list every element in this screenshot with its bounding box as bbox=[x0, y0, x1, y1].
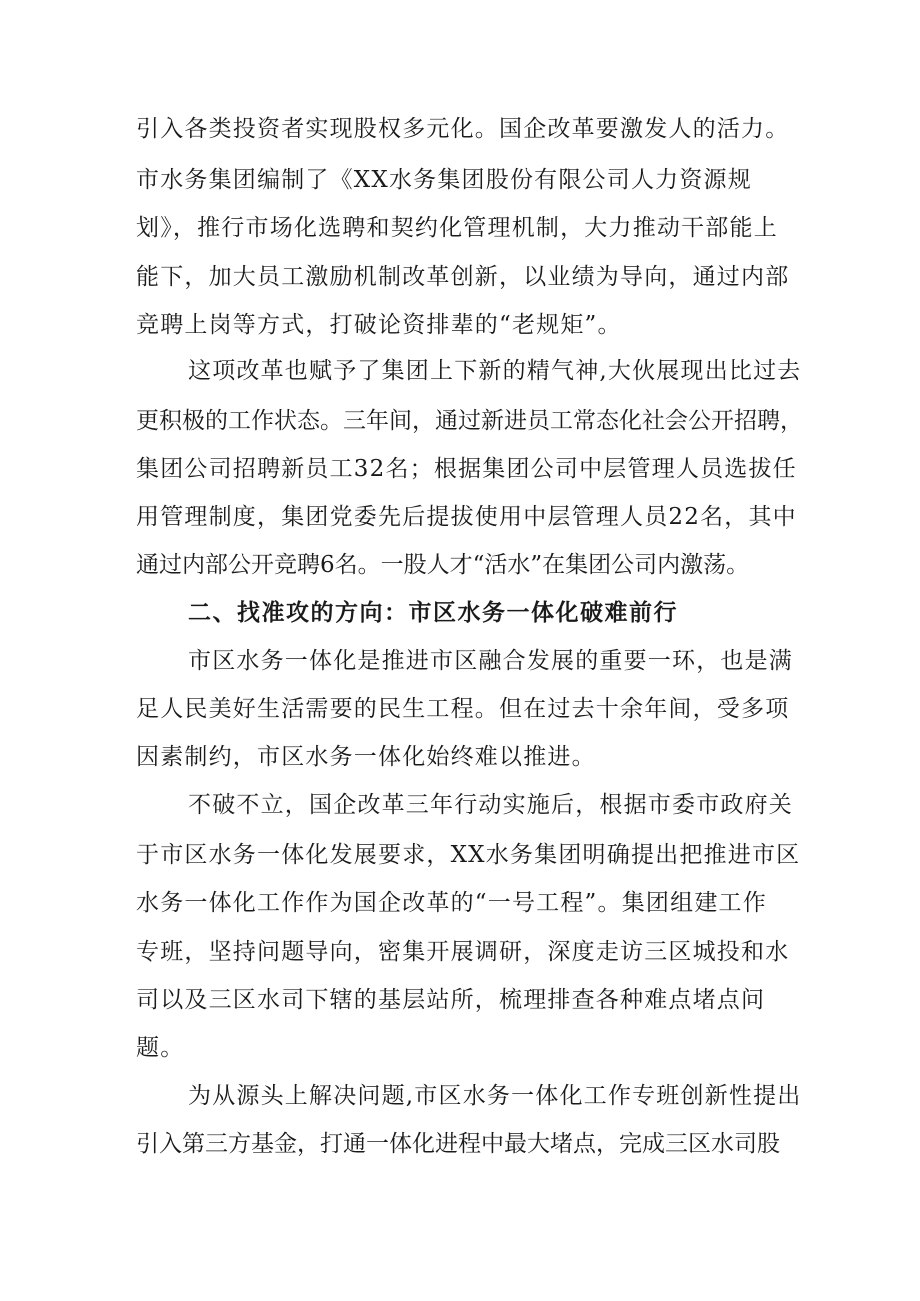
text-line: 能下，加大员工激励机制改革创新，以业绩为导向，通过内部 bbox=[136, 264, 790, 290]
text-line: 于市区水务一体化发展要求，XX水务集团明确提出把推进市区 bbox=[136, 842, 801, 868]
text-line: 更积极的工作状态。三年间，通过新进员工常态化社会公开招聘， bbox=[136, 408, 803, 434]
text-line: 竞聘上岗等方式，打破论资排辈的“老规矩”。 bbox=[136, 312, 622, 338]
paragraph-first-line: 为从源头上解决问题,市区水务一体化工作专班创新性提出 bbox=[188, 1083, 802, 1109]
paragraph-first-line: 不破不立，国企改革三年行动实施后，根据市委市政府关 bbox=[188, 792, 793, 818]
paragraph-first-line: 这项改革也赋予了集团上下新的精气神,大伙展现出比过去 bbox=[188, 358, 802, 384]
text-line: 引入各类投资者实现股权多元化。国企改革要激发人的活力。 bbox=[136, 116, 790, 142]
text-line: 市水务集团编制了《XX水务集团股份有限公司人力资源规 bbox=[136, 167, 752, 193]
text-line: 用管理制度，集团党委先后提拔使用中层管理人员22名，其中 bbox=[136, 504, 797, 530]
text-line: 题。 bbox=[136, 1035, 185, 1061]
text-line: 集团公司招聘新员工32名；根据集团公司中层管理人员选拔任 bbox=[136, 456, 797, 482]
text-line: 引入第三方基金，打通一体化进程中最大堵点，完成三区水司股 bbox=[136, 1131, 780, 1157]
section-heading: 二、找准攻的方向：市区水务一体化破难前行 bbox=[188, 600, 678, 626]
text-line: 划》，推行市场化选聘和契约化管理机制，大力推动干部能上 bbox=[136, 215, 778, 241]
text-line: 通过内部公开竞聘6名。一股人才“活水”在集团公司内激荡。 bbox=[136, 552, 750, 578]
text-line: 水务一体化工作作为国企改革的“一号工程”。集团组建工作 bbox=[136, 890, 767, 916]
text-line: 专班，坚持问题导向，密集开展调研，深度走访三区城投和水 bbox=[136, 939, 790, 965]
paragraph-first-line: 市区水务一体化是推进市区融合发展的重要一环，也是满 bbox=[188, 648, 793, 674]
text-line: 司以及三区水司下辖的基层站所，梳理排查各种难点堵点问 bbox=[136, 987, 766, 1013]
text-line: 足人民美好生活需要的民生工程。但在过去十余年间，受多项 bbox=[136, 696, 790, 722]
text-line: 因素制约，市区水务一体化始终难以推进。 bbox=[136, 744, 596, 770]
